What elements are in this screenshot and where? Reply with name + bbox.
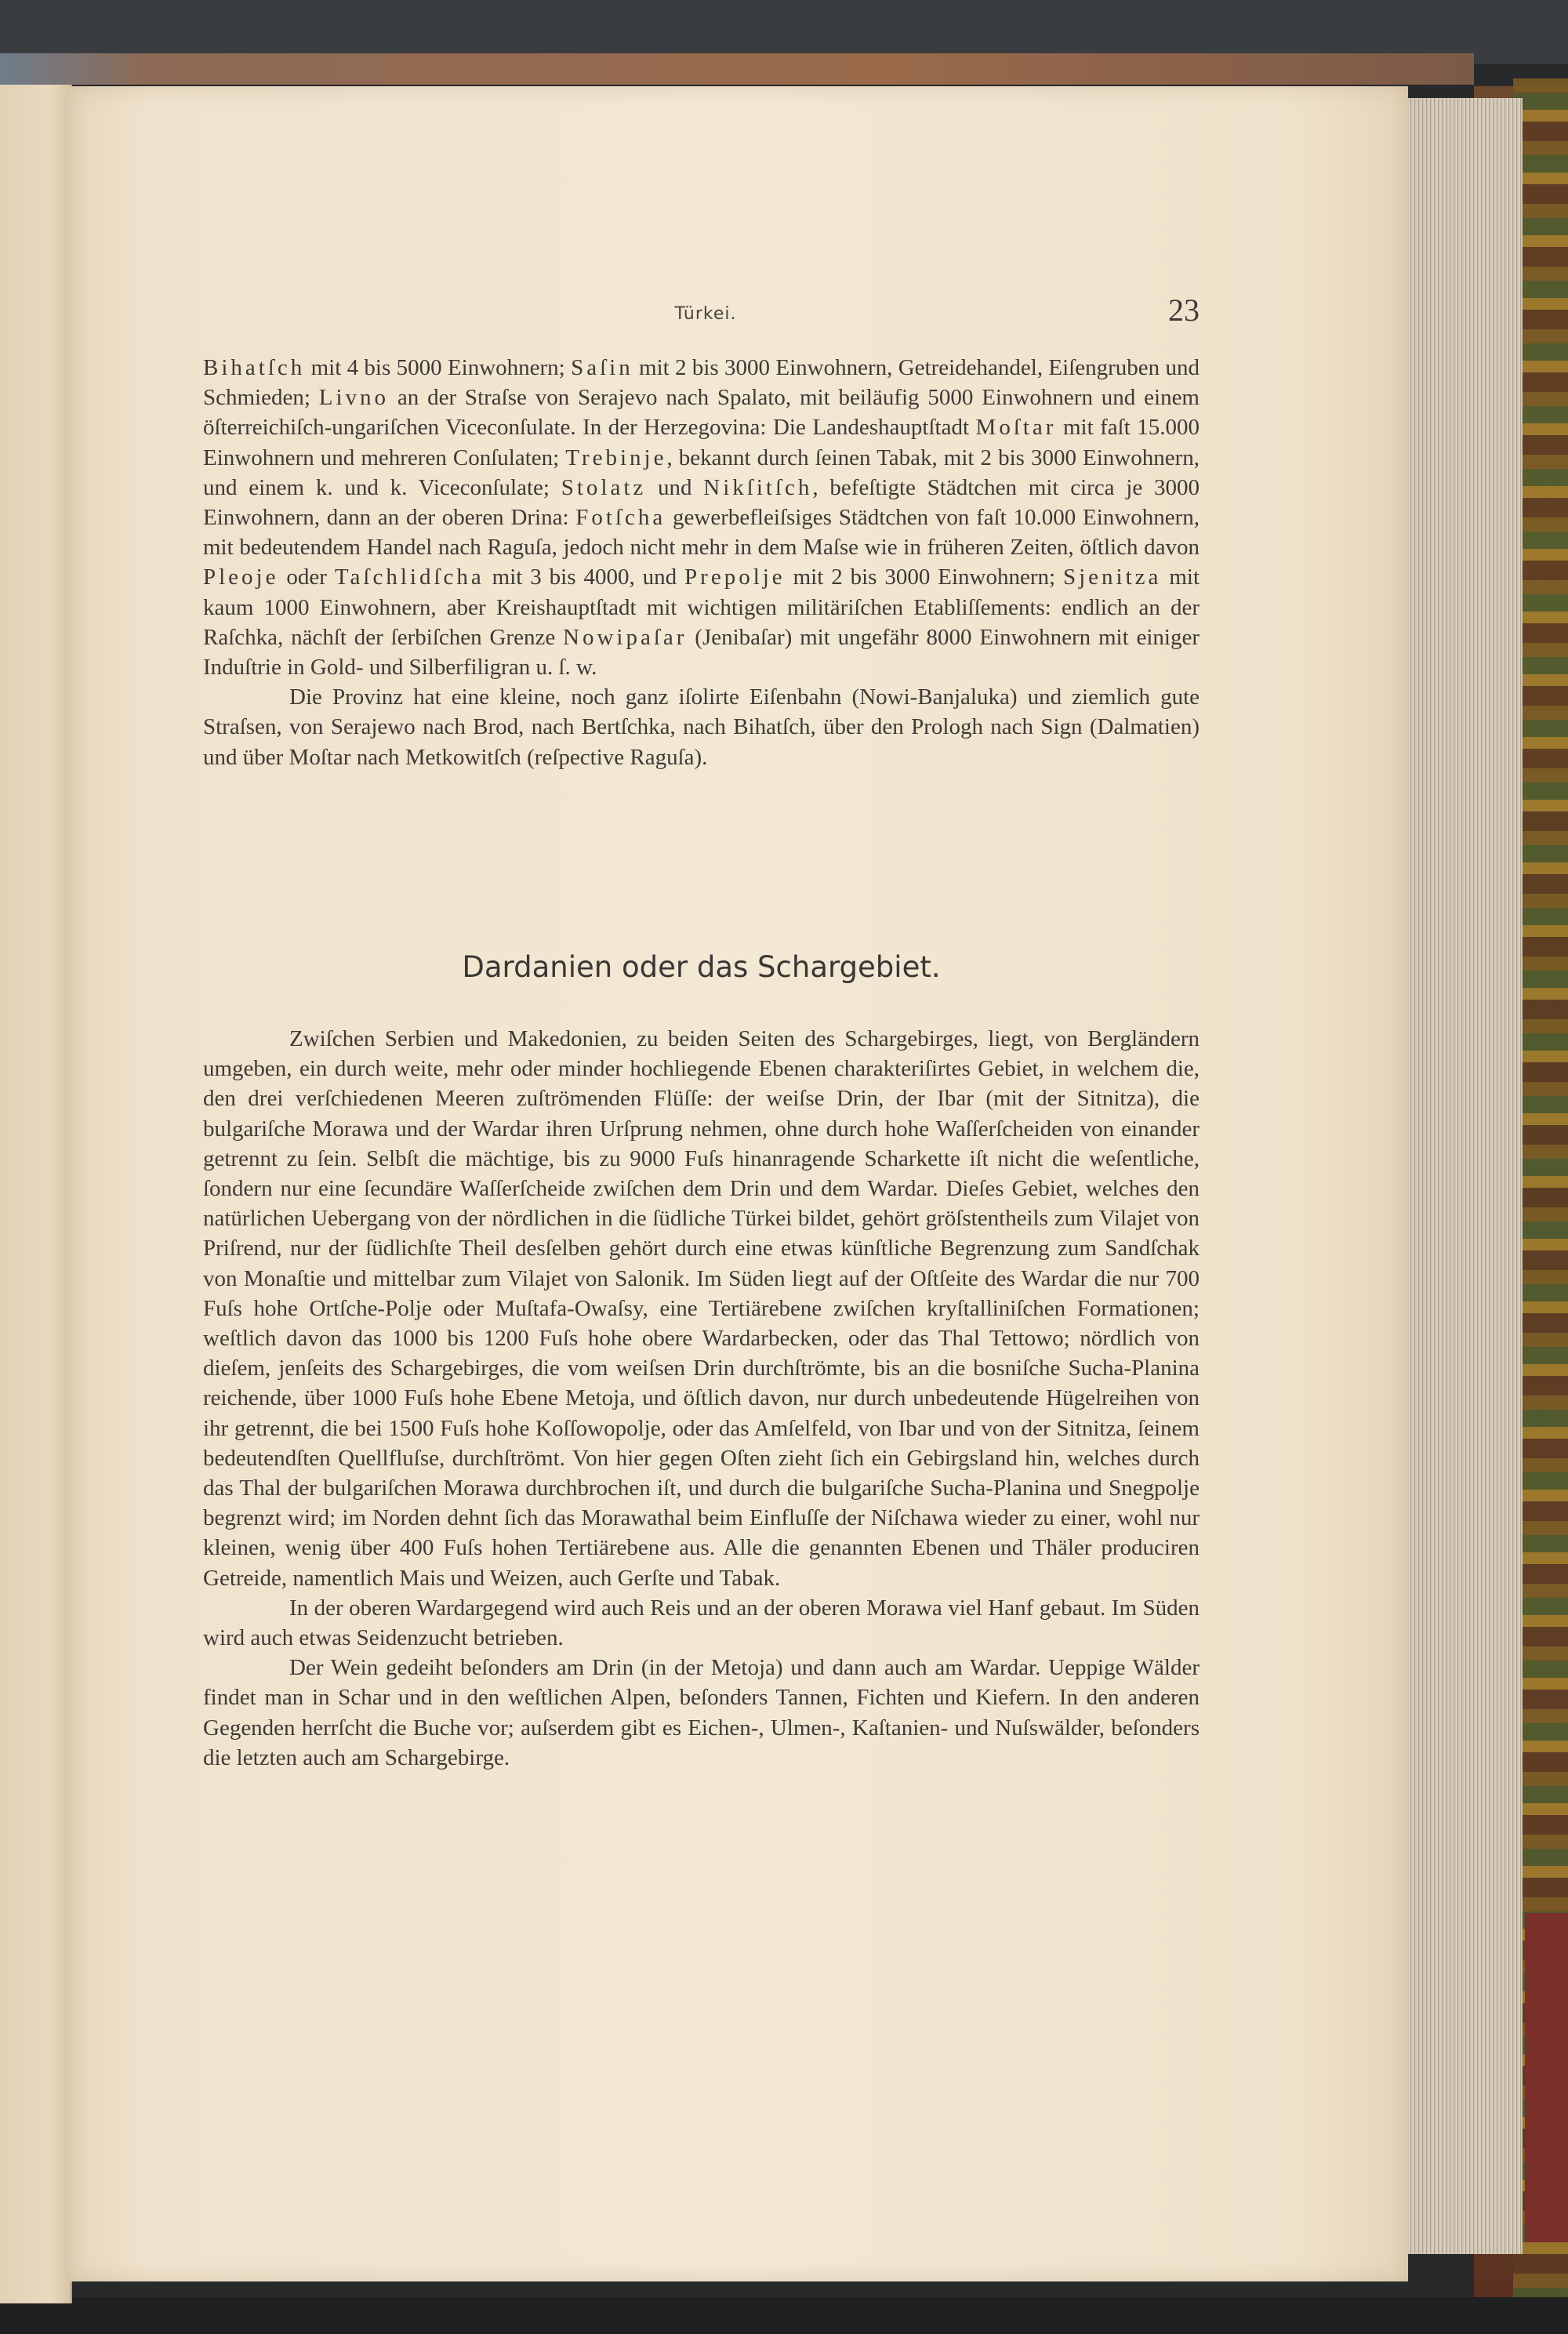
place-name-spaced: Saſin: [571, 355, 633, 380]
running-title: Türkei.: [674, 304, 737, 324]
text-run: In der oberen Wardargegend wird auch Reis und an der oberen Morawa viel Hanf gebaut. Im Süden wird auch etwas Seidenzucht betrieben.: [203, 1595, 1200, 1651]
place-name-spaced: Nikſitſch: [703, 474, 813, 500]
text-run: mit kaum 1000 Einwohnern, aber Kreishauptſtadt mit wichtigen militäriſchen Etabliſſements: endlich an der Raſchka, nächſt der ſerbiſchen Grenze: [203, 564, 1200, 650]
paragraph: [203, 353, 1200, 682]
section-heading: Dardanien oder das Schargebiet.: [462, 950, 941, 984]
place-name-spaced: Pleoje: [203, 564, 279, 590]
text-run: mit 2 bis 3000 Einwohnern, Getreidehandel, Eiſengruben und Schmieden;: [203, 355, 1200, 411]
text-run: oder: [278, 564, 335, 590]
page-number: 23: [1168, 292, 1200, 328]
place-name-spaced: Prepolje: [684, 564, 786, 590]
page-edges-stack: [1403, 98, 1523, 2254]
place-name-spaced: Nowipaſar: [563, 624, 688, 650]
paragraph: [203, 1593, 1200, 1653]
place-name-spaced: Trebinje: [565, 445, 667, 470]
text-run: mit 4 bis 5000 Einwohnern;: [305, 355, 572, 380]
place-name-spaced: Moſtar: [975, 415, 1057, 441]
text-block-top: [203, 353, 1200, 772]
place-name-spaced: Stolatz: [561, 474, 647, 500]
book-cover-red-corner: [1525, 1913, 1568, 2242]
text-run: , befeſtigte Städtchen mit circa je 3000 Einwohnern, dann an der oberen Drina:: [203, 474, 1200, 531]
text-run: Die Provinz hat eine kleine, noch ganz iſolirte Eiſenbahn (Nowi-Banjaluka) und ziemlich gute Straſsen, von Serajewo nach Brod, nach Bertſchka, nach Bihatſch, über den Prologh nach Sign (Dalmatien) und über Moſtar nach Metkowitſch (reſpective Raguſa).: [203, 684, 1200, 770]
book-cover-top-edge: [0, 53, 1474, 85]
place-name-spaced: Taſchlidſcha: [334, 564, 485, 590]
text-run: mit 3 bis 4000, und: [484, 564, 685, 590]
text-run: mit faſt 15.000 Einwohnern und mehreren Conſulaten;: [203, 415, 1200, 470]
text-run: Zwiſchen Serbien und Makedonien, zu beiden Seiten des Schargebirges, liegt, von Bergländern umgeben, ein durch weite, mehr oder minder hochliegende Ebenen charakteriſirtes Gebiet, in welchem die, den drei verſchiedenen Meeren zuſtrömenden Flüſſe: der weiſse Drin, der Ibar (mit der Sitnitza), die bulgariſche Morawa und der Wardar ihren Urſprung nehmen, ohne durch hohe Waſſerſcheiden von einander getrennt zu ſein. Selbſt die mächtige, bis zu 9000 Fuſs hinanragende Scharkette iſt nicht die weſentliche, ſondern nur eine ſecundäre Waſſerſcheide zwiſchen dem Drin und dem Wardar. Dieſes Gebiet, welches den natürlichen Uebergang von der nördlichen in die ſüdliche Türkei bildet, gehört gröſstentheils zum Vilajet von Priſrend, nur der ſüdlichſte Theil desſelben gehört durch eine etwas künſtliche Begrenzung zum Sandſchak von Monaſtie und mittelbar zum Vilajet von Salonik. Im Süden liegt auf der Oſtſeite des Wardar die nur 700 Fuſs hohe Ortſche-Polje oder Muſtafa-Owaſsy, eine Tertiärebene zwiſchen kryſtalliniſchen Formationen; weſtlich davon das 1000 bis 1200 Fuſs hohe obere Wardarbecken, oder das Thal Tettowo; nördlich von dieſem, jenſeits des Schargebirges, die vom weiſsen Drin durchſtrömte, bis an die bosniſche Sucha-Planina reichende, über 1000 Fuſs hohe Ebene Metoja, und öſtlich davon, nur durch unbedeutende Hügelreihen von ihr getrennt, die bei 1500 Fuſs hohe Koſſowopolje, oder das Amſelfeld, von Ibar und von der Sitnitza, ſeinem bedeutendſten Quellfluſse, durchſtrömt. Von hier gegen Oſten zieht ſich ein Gebirgsland hin, welches durch das Thal der bulgariſchen Morawa durchbrochen iſt, und durch die bulgariſche Sucha-Planina und Snegpolje begrenzt wird; im Norden dehnt ſich das Morawathal beim Einfluſſe der Niſchawa wieder zu einer, wohl nur kleinen, wenig über 400 Fuſs hohen Tertiärebene aus. Alle die genannten Ebenen und Thäler produciren Getreide, namentlich Mais und Weizen, auch Gerſte und Tabak.: [203, 1026, 1200, 1591]
scanner-background-bottom: [0, 2297, 1568, 2334]
paragraph: [203, 1024, 1200, 1593]
place-name-spaced: Bihatſch: [203, 355, 306, 380]
text-run: und: [646, 474, 704, 500]
paragraph: [203, 1653, 1200, 1773]
place-name-spaced: Fotſcha: [575, 505, 666, 531]
paragraph: [203, 682, 1200, 772]
text-run: mit 2 bis 3000 Einwohnern;: [785, 564, 1063, 590]
text-run: an der Straſse von Serajevo nach Spalato, mit beiläufig 5000 Einwohnern und einem öſterreichiſch-ungariſchen Viceconſulate. In der Herzegovina: Die Landeshauptſtadt: [203, 385, 1200, 441]
text-run: gewerbefleiſsiges Städtchen von faſt 10.000 Einwohnern, mit bedeutendem Handel nach Raguſa, jedoch nicht mehr in dem Maſse wie in früheren Zeiten, öſtlich davon: [203, 505, 1200, 561]
place-name-spaced: Sjenitza: [1063, 564, 1162, 590]
text-run: (Jenibaſar) mit ungefähr 8000 Einwohnern mit einiger Induſtrie in Gold- und Silberfiligran u. ſ. w.: [203, 624, 1200, 681]
left-facing-page: [0, 85, 72, 2303]
text-run: Der Wein gedeiht beſonders am Drin (in der Metoja) und dann auch am Wardar. Ueppige Wälder findet man in Schar und in den weſtlichen Alpen, beſonders Tannen, Fichten und Kiefern. In den anderen Gegenden herrſcht die Buche vor; auſserdem gibt es Eichen-, Ulmen-, Kaſtanien- und Nuſswälder, beſonders die letzten auch am Schargebirge.: [203, 1655, 1200, 1770]
text-block-bottom: [203, 1024, 1200, 1773]
text-run: , bekannt durch ſeinen Tabak, mit 2 bis 3000 Einwohnern, und einem k. und k. Viceconſulate;: [203, 445, 1200, 500]
place-name-spaced: Livno: [318, 385, 390, 411]
